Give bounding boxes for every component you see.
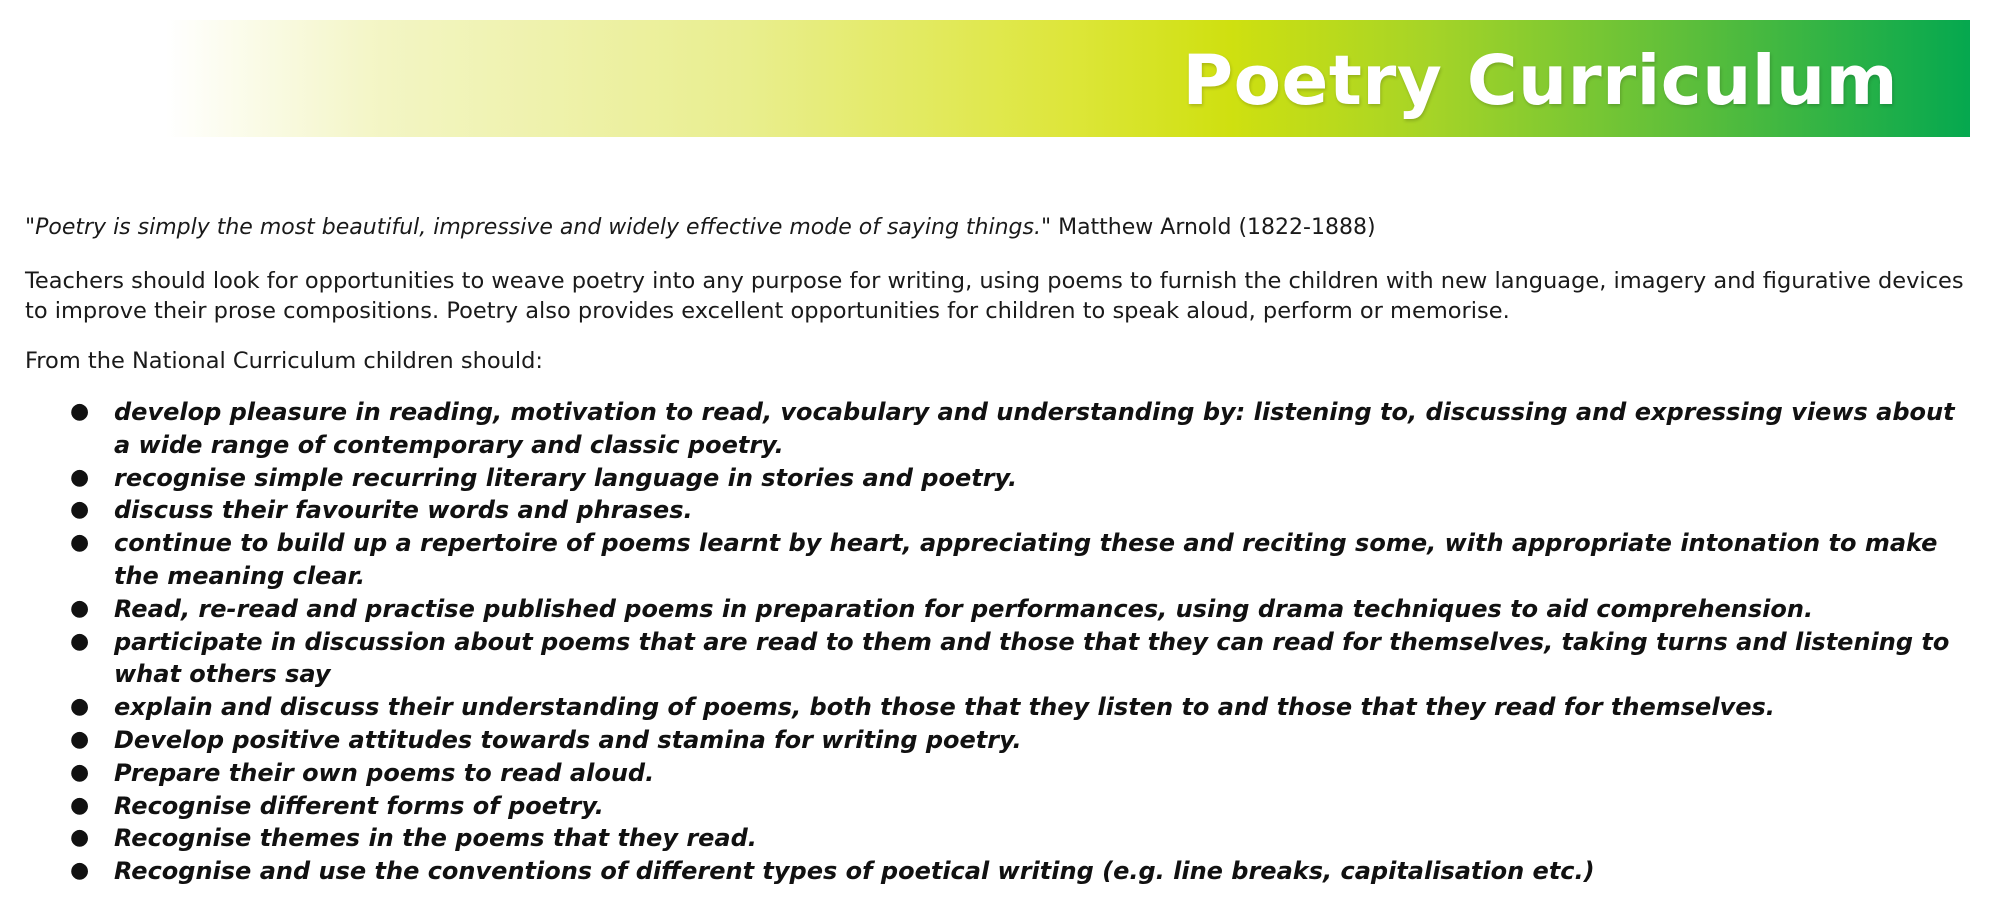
bullet-icon: ● [70, 595, 90, 621]
list-item [0, 494, 1970, 527]
objective-text: Develop positive attitudes towards and stamina for writing poetry. [114, 725, 1022, 754]
bullet-icon: ● [70, 399, 90, 424]
objective-text: explain and discuss their understanding of poems, both those that they listen to and those that they read for themselves. [114, 693, 1775, 722]
bullet-icon: ● [70, 497, 90, 523]
list-item [0, 396, 1970, 462]
intro-paragraph: Teachers should look for opportunities to weave poetry into any purpose for writing, using poems to furnish the children with new language, imagery and figurative devices to improve their prose compositions. Poetry also provides excellent opportunities for children to speak aloud, perform or memorise. [25, 268, 1964, 324]
list-item [0, 724, 1970, 757]
list-item [0, 822, 1970, 855]
bullet-icon: ● [70, 530, 90, 556]
list-item [0, 527, 1970, 593]
objectives-list [0, 396, 1970, 888]
bullet-icon: ● [70, 759, 90, 785]
objective-text: develop pleasure in reading, motivation to read, vocabulary and understanding by: listening to, discussing and expressing views about a wide range of contemporary and classic poetry. [114, 398, 1955, 459]
objective-text: Read, re-read and practise published poems in preparation for performances, using drama techniques to aid comprehension. [114, 594, 1814, 623]
list-item [0, 855, 1970, 888]
epigraph-quote [25, 213, 1376, 243]
list-item [0, 790, 1970, 823]
objective-text: participate in discussion about poems that are read to them and those that they can read for themselves, taking turns and listening to what others say [114, 627, 1950, 689]
bullet-icon: ● [70, 694, 90, 720]
objective-text: Recognise themes in the poems that they read. [114, 824, 757, 853]
list-item [0, 462, 1970, 495]
list-item [0, 691, 1970, 724]
objective-text: recognise simple recurring literary language in stories and poetry. [114, 463, 1018, 492]
quote-author: Matthew Arnold (1822-1888) [1058, 215, 1376, 240]
page-title: Poetry Curriculum [1182, 41, 1898, 121]
quote-text: "Poetry is simply the most beautiful, impressive and widely effective mode of saying things." [25, 215, 1052, 240]
bullet-icon: ● [70, 792, 90, 818]
bullet-icon: ● [70, 726, 90, 752]
bullet-icon: ● [70, 464, 90, 490]
bullet-icon: ● [70, 858, 90, 884]
national-curriculum-lead: From the National Curriculum children should: [25, 348, 543, 374]
bullet-icon: ● [70, 628, 90, 654]
list-item [0, 757, 1970, 790]
bullet-icon: ● [70, 825, 90, 851]
objective-text: Recognise and use the conventions of different types of poetical writing (e.g. line breaks, capitalisation etc.) [114, 857, 1595, 886]
header-banner [166, 20, 1970, 137]
objective-text: Prepare their own poems to read aloud. [114, 758, 655, 787]
objective-text: Recognise different forms of poetry. [114, 791, 604, 820]
list-item [0, 593, 1970, 626]
objective-text: continue to build up a repertoire of poems learnt by heart, appreciating these and reciting some, with appropriate intonation to make the meaning clear. [114, 529, 1938, 590]
list-item [0, 626, 1970, 692]
objective-text: discuss their favourite words and phrases. [114, 496, 693, 525]
